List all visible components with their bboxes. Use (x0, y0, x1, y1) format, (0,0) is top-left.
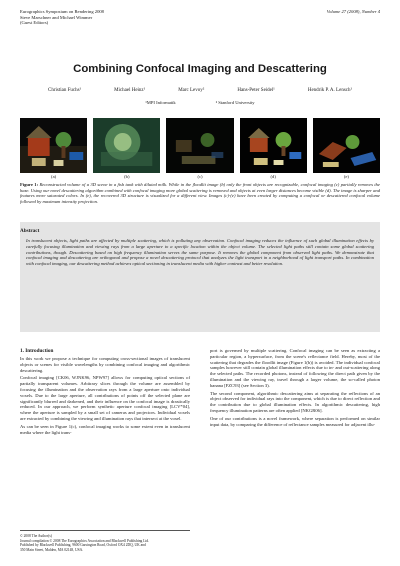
header-line: Steve Marschner and Michael Wimmer (20, 14, 93, 20)
panel-label: (a) (51, 174, 57, 179)
abstract-heading: Abstract (20, 228, 40, 234)
author: Christian Fuchs¹ (48, 88, 82, 93)
header-line: (Guest Editors) (20, 20, 49, 26)
figure-panel-e-3d-view (313, 118, 380, 173)
journal-header (20, 9, 104, 26)
affiliation: ² Stanford University (215, 100, 255, 105)
figure-panel-b-floodlit (93, 118, 160, 173)
figure-panel-a-color-photo (20, 118, 87, 173)
author: Marc Levoy² (178, 88, 205, 93)
abstract-text: In translucent objects, light paths are affected by multiple scattering, which is polluting any observation. Confocal imaging reduces the influence of such global illumination effects by carefully focusing illumination and viewing rays from a large aperture to a specific location within the object volume. The selected light paths still contain some global scattering contributions, though. Descattering based on high frequency illumination serves the same purpose. It removes the global component from observed light paths. We demonstrate that confocal imaging and descattering are orthogonal and propose a novel descattering protocol that analyzes the light transport in a neighborhood of light transport paths. In combination with confocal imaging, our descattering method achieves optical sectioning in translucent media with higher contrast and better resolution. (26, 238, 374, 267)
author: Hans-Peter Seidel¹ (237, 88, 275, 93)
panel-label: (c) (197, 174, 203, 179)
copyright-footnote (20, 530, 190, 552)
footnote-line: 350 Main Street, Malden, MA 02148, USA. (20, 547, 84, 552)
right-column (210, 348, 380, 429)
author-list (24, 88, 376, 93)
footnote-line: Journal compilation © 2008 The Eurographics Association and Blackwell Publishing Ltd. (20, 538, 150, 543)
footnote-line: © 2008 The Author(s) (20, 534, 52, 538)
author: Michael Heinz¹ (114, 88, 146, 93)
author: Hendrik P. A. Lensch¹ (307, 88, 352, 93)
section-heading: 1. Introduction (20, 348, 54, 354)
caption-label: Figure 1: (20, 182, 39, 187)
volume-info: Volume 27 (2008), Number 4 (326, 9, 380, 14)
affiliation: ¹MPI Informatik (145, 100, 176, 105)
paragraph: As can be seen in Figure 1(c), confocal imaging works to some extent even in translucent media where the light trans- (20, 423, 190, 435)
panel-label: (e) (343, 174, 349, 179)
paragraph: One of our contributions is a novel framework, where separation is performed on similar input data, by comparing the difference of reflectance samples measured for adjacent illu- (210, 415, 380, 427)
figure-panel-labels (20, 174, 380, 179)
figure-caption (20, 182, 380, 204)
header-line: Eurographics Symposium on Rendering 2008 (20, 9, 104, 14)
panel-label: (b) (124, 174, 130, 179)
paragraph: Confocal imaging [CK06, WJNK96, NPW97] allows for computing optical sections of partially transparent volumes. Arbitrary slices through the volume are assembled by focusing the illumination and the observation rays from a large aperture onto individual voxels. Due to the large aperture, all contributions of points off the selected plane are significantly blurred and darkened, and their influence on the confocal image is drastically reduced. In our approach, we perform synthetic aperture confocal imaging [LCV*04], where the aperture is sampled by a small set of cameras and projectors. Individual voxels are extracted by combining the viewing and illumination rays that intersect at the voxel. (20, 375, 190, 421)
paragraph: port is governed by multiple scattering. Confocal imaging can be seen as extracting a particular region, a hypersurface, from the scene's reflectance field. Hereby, most of the scattering that degrades the floodlit image (Figure 1(b)) is avoided. The individual confocal samples however still contain global illumination effects due to in- and out-scattering along the selected paths. The recorded photons, instead of following the direct path given by the illumination and the viewing ray, travel through a larger volume, the so-called photon banana [FZC93] (see Section 3). (210, 348, 380, 388)
caption-text: Reconstructed volume of a 3D scene in a fish tank with diluted milk. While in the floodlit image (b) only the front objects are recognizable, confocal imaging (c) partially removes the haze. Using our novel descattering algorithm combined with confocal imaging more global scattering is removed and objects at even larger distances become visible (d). The image is sharper and features more saturated colors. In (e), the recovered 3D structure is visualized for a different view. Images (c)-(e) have been created by computing a confocal or descattered confocal volume followed by maximum intensity projection. (20, 182, 380, 204)
affiliations (0, 100, 400, 105)
figure-1 (20, 118, 380, 173)
paragraph: The second component, algorithmic descattering aims at separating the reflections of an object observed for individual rays into the component, which is due to direct reflection and the contribution due to global illumination effects. In algorithmic descattering, high frequency illumination patterns are often applied [NKGR06]. (210, 390, 380, 413)
footnote-line: Published by Blackwell Publishing, 9600 Garsington Road, Oxford OX4 2DQ, UK and (20, 543, 146, 547)
figure-panel-c-confocal (166, 118, 233, 173)
paragraph: In this work we propose a technique for computing cross-sectional images of translucent objects or scenes for visible wavelengths by combining confocal imaging and algorithmic descattering. (20, 356, 190, 373)
paper-title: Combining Confocal Imaging and Descattering (73, 63, 327, 75)
left-column (20, 356, 190, 437)
figure-panel-d-descattered (240, 118, 307, 173)
panel-label: (d) (270, 174, 276, 179)
